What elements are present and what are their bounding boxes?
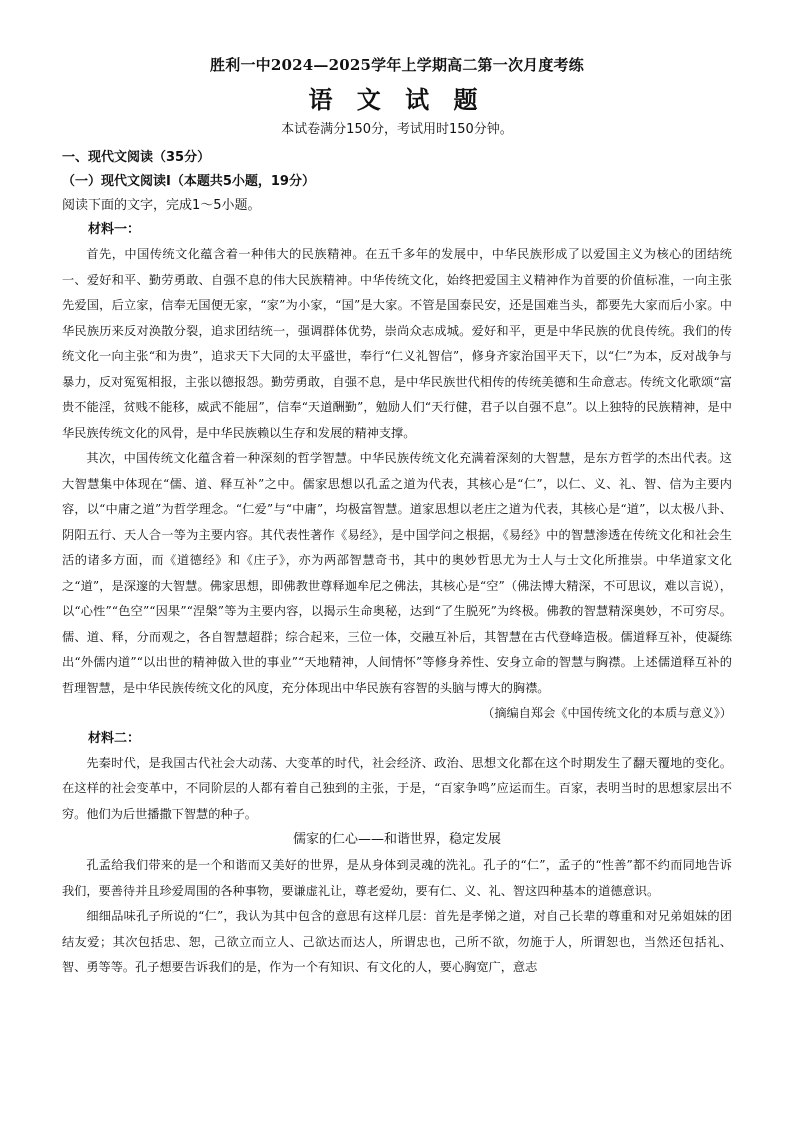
material-2-paragraph: 细细品味孔子所说的“仁”，我认为其中包含的意思有这样几层：首先是孝悌之道，对自己长辈的尊重和对兄弟姐妹的团结友爱；其次包括忠、恕，己欲立而立人、己欲达而达人，所谓忠也，己所不欲，勿施于人，所谓恕也，当然还包括礼、智、勇等等。孔子想要告诉我们的是，作为一个有知识、有文化的人，要心胸宽广，意志 <box>62 909 732 974</box>
material-2-intro: 先秦时代，是我国古代社会大动荡、大变革的时代，社会经济、政治、思想文化都在这个时期发生了翻天覆地的变化。在这样的社会变革中，不同阶层的人都有着自己独到的主张，于是，“百家争鸣”应运而生。百家，表明当时的思想家层出不穷。他们为后世播撒下智慧的种子。 <box>62 755 732 821</box>
material-2-subheading: 儒家的仁心——和谐世界，稳定发展 <box>292 832 501 847</box>
section-heading: 一、现代文阅读（35分） <box>62 150 211 165</box>
subject-title: 语 文 试 题 <box>308 85 486 114</box>
exam-note: 本试卷满分150分，考试用时150分钟。 <box>281 122 513 137</box>
material-1-label: 材料一： <box>88 222 141 237</box>
exam-title: 胜利一中2024—2025学年上学期高二第一次月度考练 <box>210 56 584 74</box>
material-1-paragraph: 首先，中国传统文化蕴含着一种伟大的民族精神。在五千多年的发展中，中华民族形成了以爱国主义为核心的团结统一、爱好和平、勤劳勇敢、自强不息的伟大民族精神。中华传统文化，始终把爱国主义精神作为首要的价值标准，一向主张先爱国，后立家，信奉无国便无家，“家”为小家，“国”是大家。不管是国泰民安，还是国难当头，都要先大家而后小家。中华民族历来反对涣散分裂，追求团结统一，强调群体优势，崇尚众志成城。爱好和平，更是中华民族的优良传统。我们的传统文化一向主张“和为贵”，追求天下大同的太平盛世，奉行“仁义礼智信”，修身齐家治国平天下，以“仁”为本，反对战争与暴力，反对冤冤相报，主张以德报怨。勤劳勇敢，自强不息，是中华民族世代相传的传统美德和生命意志。传统文化歌颂“富贵不能淫，贫贱不能移，威武不能屈”，信奉“天道酬勤”，勉励人们“天行健，君子以自强不息”。以上独特的民族精神，是中华民族传统文化的风骨，是中华民族赖以生存和发展的精神支撑。 <box>62 247 732 440</box>
material-1-source: （摘编自郑会《中国传统文化的本质与意义》） <box>482 706 732 720</box>
reading-instruction: 阅读下面的文字，完成1～5小题。 <box>62 198 261 213</box>
sub-section-heading: （一）现代文阅读Ⅰ（本题共5小题，19分） <box>62 174 315 189</box>
material-1-paragraph: 其次，中国传统文化蕴含着一种深刻的哲学智慧。中华民族传统文化充满着深刻的大智慧，是东方哲学的杰出代表。这大智慧集中体现在“儒、道、释互补”之中。儒家思想以孔孟之道为代表，其核心是“仁”，以仁、义、礼、智、信为主要内容，以“中庸之道”为哲学理念。“仁爱”与“中庸”，均极富智慧。道家思想以老庄之道为代表，其核心是“道”，以太极八卦、阴阳五行、天人合一等为主要内容。其代表性著作《易经》，是中国学问之根据，《易经》中的智慧渗透在传统文化和社会生活的诸多方面，而《道德经》和《庄子》，亦为两部智慧奇书，其中的奥妙哲思尤为士人与士文化所推崇。中华道家文化之“道”，是深邃的大智慧。佛家思想，即佛教世尊释迦牟尼之佛法，其核心是“空”（佛法博大精深，不可思议，难以言说），以“心性”“色空”“因果”“涅槃”等为主要内容，以揭示生命奥秘，达到“了生脱死”为终极。佛教的智慧精深奥妙，不可穷尽。儒、道、释，分而观之，各自智慧超群；综合起来，三位一体，交融互补后，其智慧在古代登峰造极。儒道释互补，使凝练出“外儒内道”“以出世的精神做入世的事业”“天地精神，人间情怀”等修身养性、安身立命的智慧与胸襟。上述儒道释互补的哲理智慧，是中华民族传统文化的风度，充分体现出中华民族有容智的头脑与博大的胸襟。 <box>62 451 732 695</box>
material-2-paragraph: 孔孟给我们带来的是一个和谐而又美好的世界，是从身体到灵魂的洗礼。孔子的“仁”，孟子的“性善”都不约而同地告诉我们，要善待并且珍爱周围的各种事物，要谦虚礼让，尊老爱幼，要有仁、义、礼、智这四种基本的道德意识。 <box>62 858 732 898</box>
material-2-label: 材料二： <box>88 730 141 746</box>
